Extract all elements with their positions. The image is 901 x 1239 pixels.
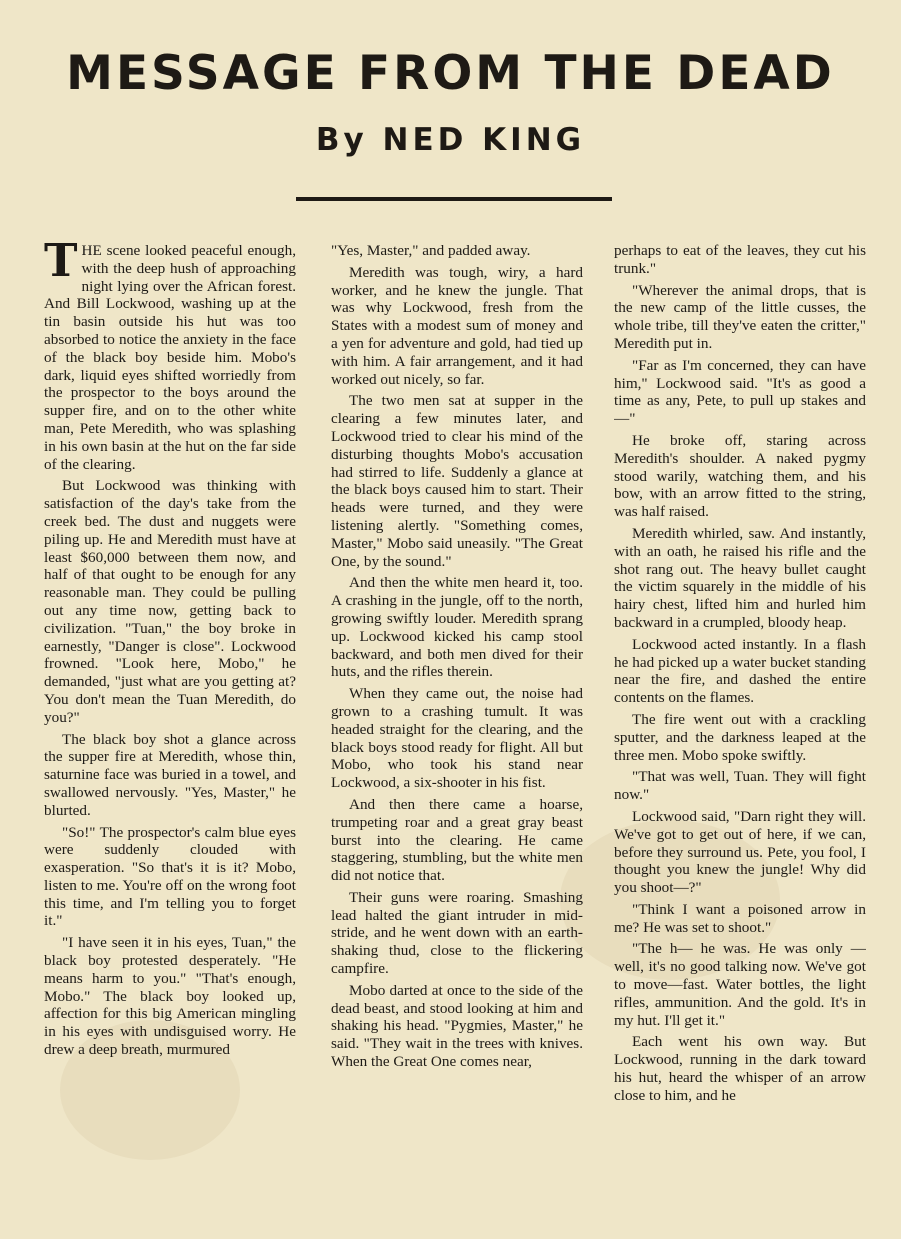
paragraph: The fire went out with a crackling sputter, and the darkness leaped at the three men. Mobo spoke swiftly. xyxy=(614,710,866,764)
paragraph: Mobo darted at once to the side of the dead beast, and stood looking at him and shaking his head. "Pygmies, Master," he said. "They wait in the trees with knives. When the Great One comes near, xyxy=(331,981,583,1071)
paragraph: When they came out, the noise had grown to a crashing tumult. It was headed straight for the clearing, and the black boys stood ready for flight. All but Mobo, who took his stand near Lockwood, a six-shooter in his fist. xyxy=(331,685,583,792)
paragraph: "Wherever the animal drops, that is the new camp of the little cusses, the whole tribe, till they've eaten the critter," Meredith put in. xyxy=(614,281,866,352)
paragraph: "That was well, Tuan. They will fight now." xyxy=(614,768,866,804)
text-column-1 xyxy=(44,242,296,1178)
opening-paragraph-text: scene looked peaceful enough, with the deep hush of approaching night lying over the African forest. And Bill Lockwood, washing up at the tin basin outside his hut was too absorbed to notice the anxiety in the face of the black boy beside him. Mobo's dark, liquid eyes shifted worriedly from the prospector to the boys around the supper fire, and on to the other white man, Pete Meredith, who was splashing in his own basin at the hut on the far side of the clearing. xyxy=(44,242,296,473)
paragraph: And then there came a hoarse, trumpeting roar and a great gray beast burst into the clearing. He came staggering, stumbling, but the white men did not notice that. xyxy=(331,795,583,885)
paragraph: And then the white men heard it, too. A crashing in the jungle, off to the north, growing swiftly louder. Meredith sprang up. Lockwood kicked his camp stool backward, and both men dived for their huts, and the rifles therein. xyxy=(331,574,583,681)
opening-word: HE xyxy=(81,242,102,259)
article-byline: By NED KING xyxy=(315,122,586,158)
title-divider xyxy=(296,197,612,201)
text-column-2 xyxy=(331,242,583,1178)
paragraph: Lockwood said, "Darn right they will. We've got to get out of here, if we can, before they surround us. Pete, you fool, I thought you knew the jungle! Why did you shoot—?" xyxy=(614,807,866,897)
paragraph: "I have seen it in his eyes, Tuan," the black boy protested desperately. "He means harm to you." "That's enough, Mobo." The black boy looked up, affection for this big American mingling in his eyes with undisguised worry. He drew a deep breath, murmured xyxy=(44,934,296,1059)
text-column-3 xyxy=(614,242,866,1178)
paragraph: Meredith was tough, wiry, a hard worker, and he knew the jungle. That was why Lockwood, fresh from the States with a modest sum of money and a yen for adventure and gold, had tied up with him. A fair arrangement, and it had worked out nicely, so far. xyxy=(331,263,583,388)
paragraph: "So!" The prospector's calm blue eyes were suddenly clouded with exasperation. "So that's it is it? Mobo, listen to me. You're off on the wrong foot this time, and I'm telling you to forget it." xyxy=(44,823,296,930)
paragraph: "Think I want a poisoned arrow in me? He was set to shoot." xyxy=(614,900,866,936)
paragraph: Each went his own way. But Lockwood, running in the dark toward his hut, heard the whisper of an arrow close to him, and he xyxy=(614,1033,866,1104)
paragraph: Meredith whirled, saw. And instantly, with an oath, he raised his rifle and the shot rang out. The heavy bullet caught the victim squarely in the middle of his hairy chest, lifted him and hurled him backward in a crumpled, bloody heap. xyxy=(614,524,866,631)
paragraph: Lockwood acted instantly. In a flash he had picked up a water bucket standing near the fire, and dashed the entire contents on the flames. xyxy=(614,635,866,707)
paragraph: "The h— he was. He was only —well, it's no good talking now. We've got to move—fast. Water bottles, the light rifles, ammunition. And the gold. It's in my hut. I'll get it." xyxy=(614,940,866,1029)
continued-paragraph: perhaps to eat of the leaves, they cut his trunk." xyxy=(614,242,866,277)
paragraph: Their guns were roaring. Smashing lead halted the giant intruder in mid-stride, and he went down with an earth-shaking thud, close to the flickering campfire. xyxy=(331,888,583,978)
paragraph: "Far as I'm concerned, they can have him," Lockwood said. "It's as good a time as any, Pete, to pull up stakes and—" xyxy=(614,356,866,428)
opening-paragraph xyxy=(44,242,296,473)
paragraph: But Lockwood was thinking with satisfaction of the day's take from the creek bed. The dust and nuggets were piling up. He and Meredith must have at least $60,000 between them now, and half of that ought to be enough for any reasonable man. They could be pulling out any time now, getting back to civilization. "Tuan," the boy broke in earnestly, "Danger is close". Lockwood frowned. "Look here, Mobo," he demanded, "just what are you getting at? You don't mean the Tuan Meredith, do you?" xyxy=(44,477,296,726)
article-title: MESSAGE FROM THE DEAD xyxy=(66,46,835,101)
paragraph: The black boy shot a glance across the supper fire at Meredith, whose thin, saturnine face was buried in a towel, and swallowed nervously. "Yes, Master," he blurted. xyxy=(44,730,296,819)
paragraph: The two men sat at supper in the clearing a few minutes later, and Lockwood tried to clear his mind of the disturbing thoughts Mobo's accusation had stirred to life. Suddenly a glance at the black boys caused him to start. Their heads were turned, and they were listening alertly. "Something comes, Master," Mobo said uneasily. "The Great One, by the sound." xyxy=(331,392,583,570)
drop-cap: T xyxy=(44,242,78,287)
paragraph: He broke off, staring across Meredith's shoulder. A naked pygmy stood warily, watching them, and his bow, with an arrow fitted to the string, was half raised. xyxy=(614,431,866,521)
continued-paragraph: "Yes, Master," and padded away. xyxy=(331,242,531,259)
